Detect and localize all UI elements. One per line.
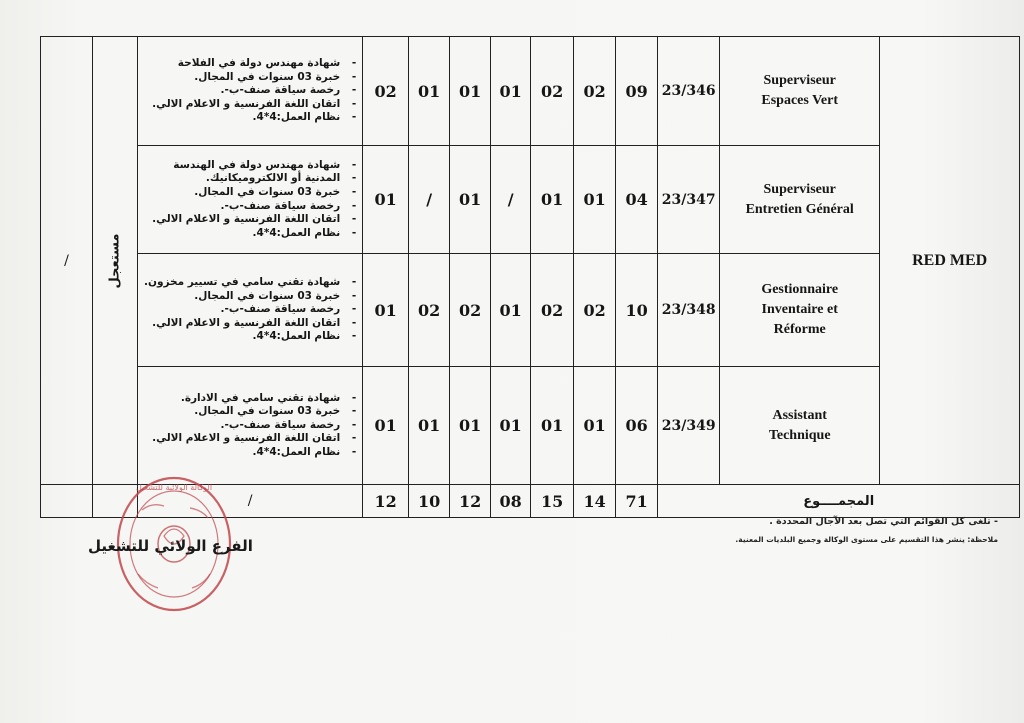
post-line: Technique (768, 427, 831, 443)
post-line: Assistant (772, 407, 827, 423)
requirement-item: - شهادة مهندس دولة في الفلاحة (144, 57, 356, 71)
requirement-item: - اتقان اللغة الفرنسية و الاعلام الالي. (144, 98, 356, 112)
footnotes (735, 516, 998, 544)
requirement-item: - اتقان اللغة الفرنسية و الاعلام الالي. (144, 317, 356, 331)
value-cell: 10 (616, 254, 658, 367)
requirements-cell (138, 254, 363, 367)
requirement-item: - خبرة 03 سنوات في المجال. (144, 71, 356, 85)
value-cell: / (491, 146, 531, 254)
total-value: 14 (574, 485, 616, 518)
total-value: 12 (450, 485, 491, 518)
employer-name: RED MED (880, 37, 1020, 485)
value-cell: / (409, 146, 450, 254)
requirement-item: - خبرة 03 سنوات في المجال. (144, 290, 356, 304)
value-cell: 02 (363, 37, 409, 146)
table-row (41, 367, 1020, 485)
value-cell: 01 (363, 146, 409, 254)
requirement-item: - نظام العمل:4*4. (144, 446, 356, 460)
table-row (41, 254, 1020, 367)
value-cell: 01 (450, 367, 491, 485)
value-cell: 09 (616, 37, 658, 146)
total-value: 10 (409, 485, 450, 518)
totals-empty-cell (41, 485, 93, 518)
stamp-text: الوكالة الولائية للتشغيل (135, 483, 213, 492)
requirements-cell (138, 37, 363, 146)
requirement-item: - نظام العمل:4*4. (144, 330, 356, 344)
value-cell: 02 (409, 254, 450, 367)
offers-table (40, 36, 1020, 518)
totals-slash: / (138, 485, 363, 518)
requirement-item: - اتقان اللغة الفرنسية و الاعلام الالي. (144, 432, 356, 446)
value-cell: 04 (616, 146, 658, 254)
offer-code: 23/349 (658, 367, 720, 485)
requirement-item: - شهادة تقني سامي في الادارة. (144, 392, 356, 406)
mode-label: مستعجل (107, 233, 123, 288)
post-title (720, 37, 880, 146)
table-row (41, 37, 1020, 146)
value-cell: 01 (491, 37, 531, 146)
footnote-publication: ملاحظة: ينشر هذا التقسيم على مستوى الوكالة وجميع البلديات المعنية. (735, 535, 998, 544)
value-cell: 02 (574, 254, 616, 367)
requirement-item: - المدنية أو الالكتروميكانيك. (144, 172, 356, 186)
total-value: 15 (531, 485, 574, 518)
value-cell: 01 (574, 146, 616, 254)
value-cell: 01 (574, 367, 616, 485)
requirements-cell (138, 367, 363, 485)
requirement-item: - خبرة 03 سنوات في المجال. (144, 186, 356, 200)
footnote-deadline: - تلغى كل القوائم التي تصل بعد الآجال المحددة . (769, 516, 998, 527)
requirement-item: - خبرة 03 سنوات في المجال. (144, 405, 356, 419)
value-cell: 01 (531, 146, 574, 254)
post-title (720, 254, 880, 367)
requirement-item: - شهادة تقني سامي في تسيير مخزون. (144, 276, 356, 290)
post-line: Gestionnaire (761, 282, 839, 297)
value-cell: 06 (616, 367, 658, 485)
requirement-item: - نظام العمل:4*4. (144, 111, 356, 125)
value-cell: 01 (409, 37, 450, 146)
value-cell: 01 (491, 367, 531, 485)
value-cell: 01 (450, 37, 491, 146)
post-line: Superviseur (763, 73, 836, 88)
offer-code: 23/347 (658, 146, 720, 254)
total-value: 08 (491, 485, 531, 518)
requirement-item: - اتقان اللغة الفرنسية و الاعلام الالي. (144, 213, 356, 227)
totals-label: المجمــــوع (658, 485, 1020, 518)
value-cell: 01 (363, 254, 409, 367)
post-line: Réforme (773, 322, 826, 337)
post-line: Inventaire et (761, 302, 838, 317)
table-row (41, 146, 1020, 254)
requirement-item: - رخصة سياقة صنف-ب-. (144, 419, 356, 433)
value-cell: 01 (409, 367, 450, 485)
requirement-item: - رخصة سياقة صنف-ب-. (144, 303, 356, 317)
value-cell: 01 (450, 146, 491, 254)
post-line: Superviseur (763, 181, 836, 197)
post-line: Entretien Général (745, 201, 854, 217)
post-title (720, 367, 880, 485)
value-cell: 02 (531, 37, 574, 146)
value-cell: 01 (531, 367, 574, 485)
post-line: Espaces Vert (761, 93, 838, 108)
remark-cell: / (41, 37, 93, 485)
value-cell: 02 (574, 37, 616, 146)
mode-cell (93, 37, 138, 485)
requirement-item: - رخصة سياقة صنف-ب-. (144, 200, 356, 214)
post-title (720, 146, 880, 254)
value-cell: 01 (363, 367, 409, 485)
offer-code: 23/346 (658, 37, 720, 146)
requirement-item: - نظام العمل:4*4. (144, 227, 356, 241)
requirement-item: - شهادة مهندس دولة في الهندسة (144, 159, 356, 173)
requirements-cell (138, 146, 363, 254)
offer-code: 23/348 (658, 254, 720, 367)
requirement-item: - رخصة سياقة صنف-ب-. (144, 84, 356, 98)
value-cell: 01 (491, 254, 531, 367)
signature-branch: الفرع الولائي للتشغيل (88, 537, 253, 555)
total-value: 12 (363, 485, 409, 518)
total-value: 71 (616, 485, 658, 518)
value-cell: 02 (450, 254, 491, 367)
value-cell: 02 (531, 254, 574, 367)
